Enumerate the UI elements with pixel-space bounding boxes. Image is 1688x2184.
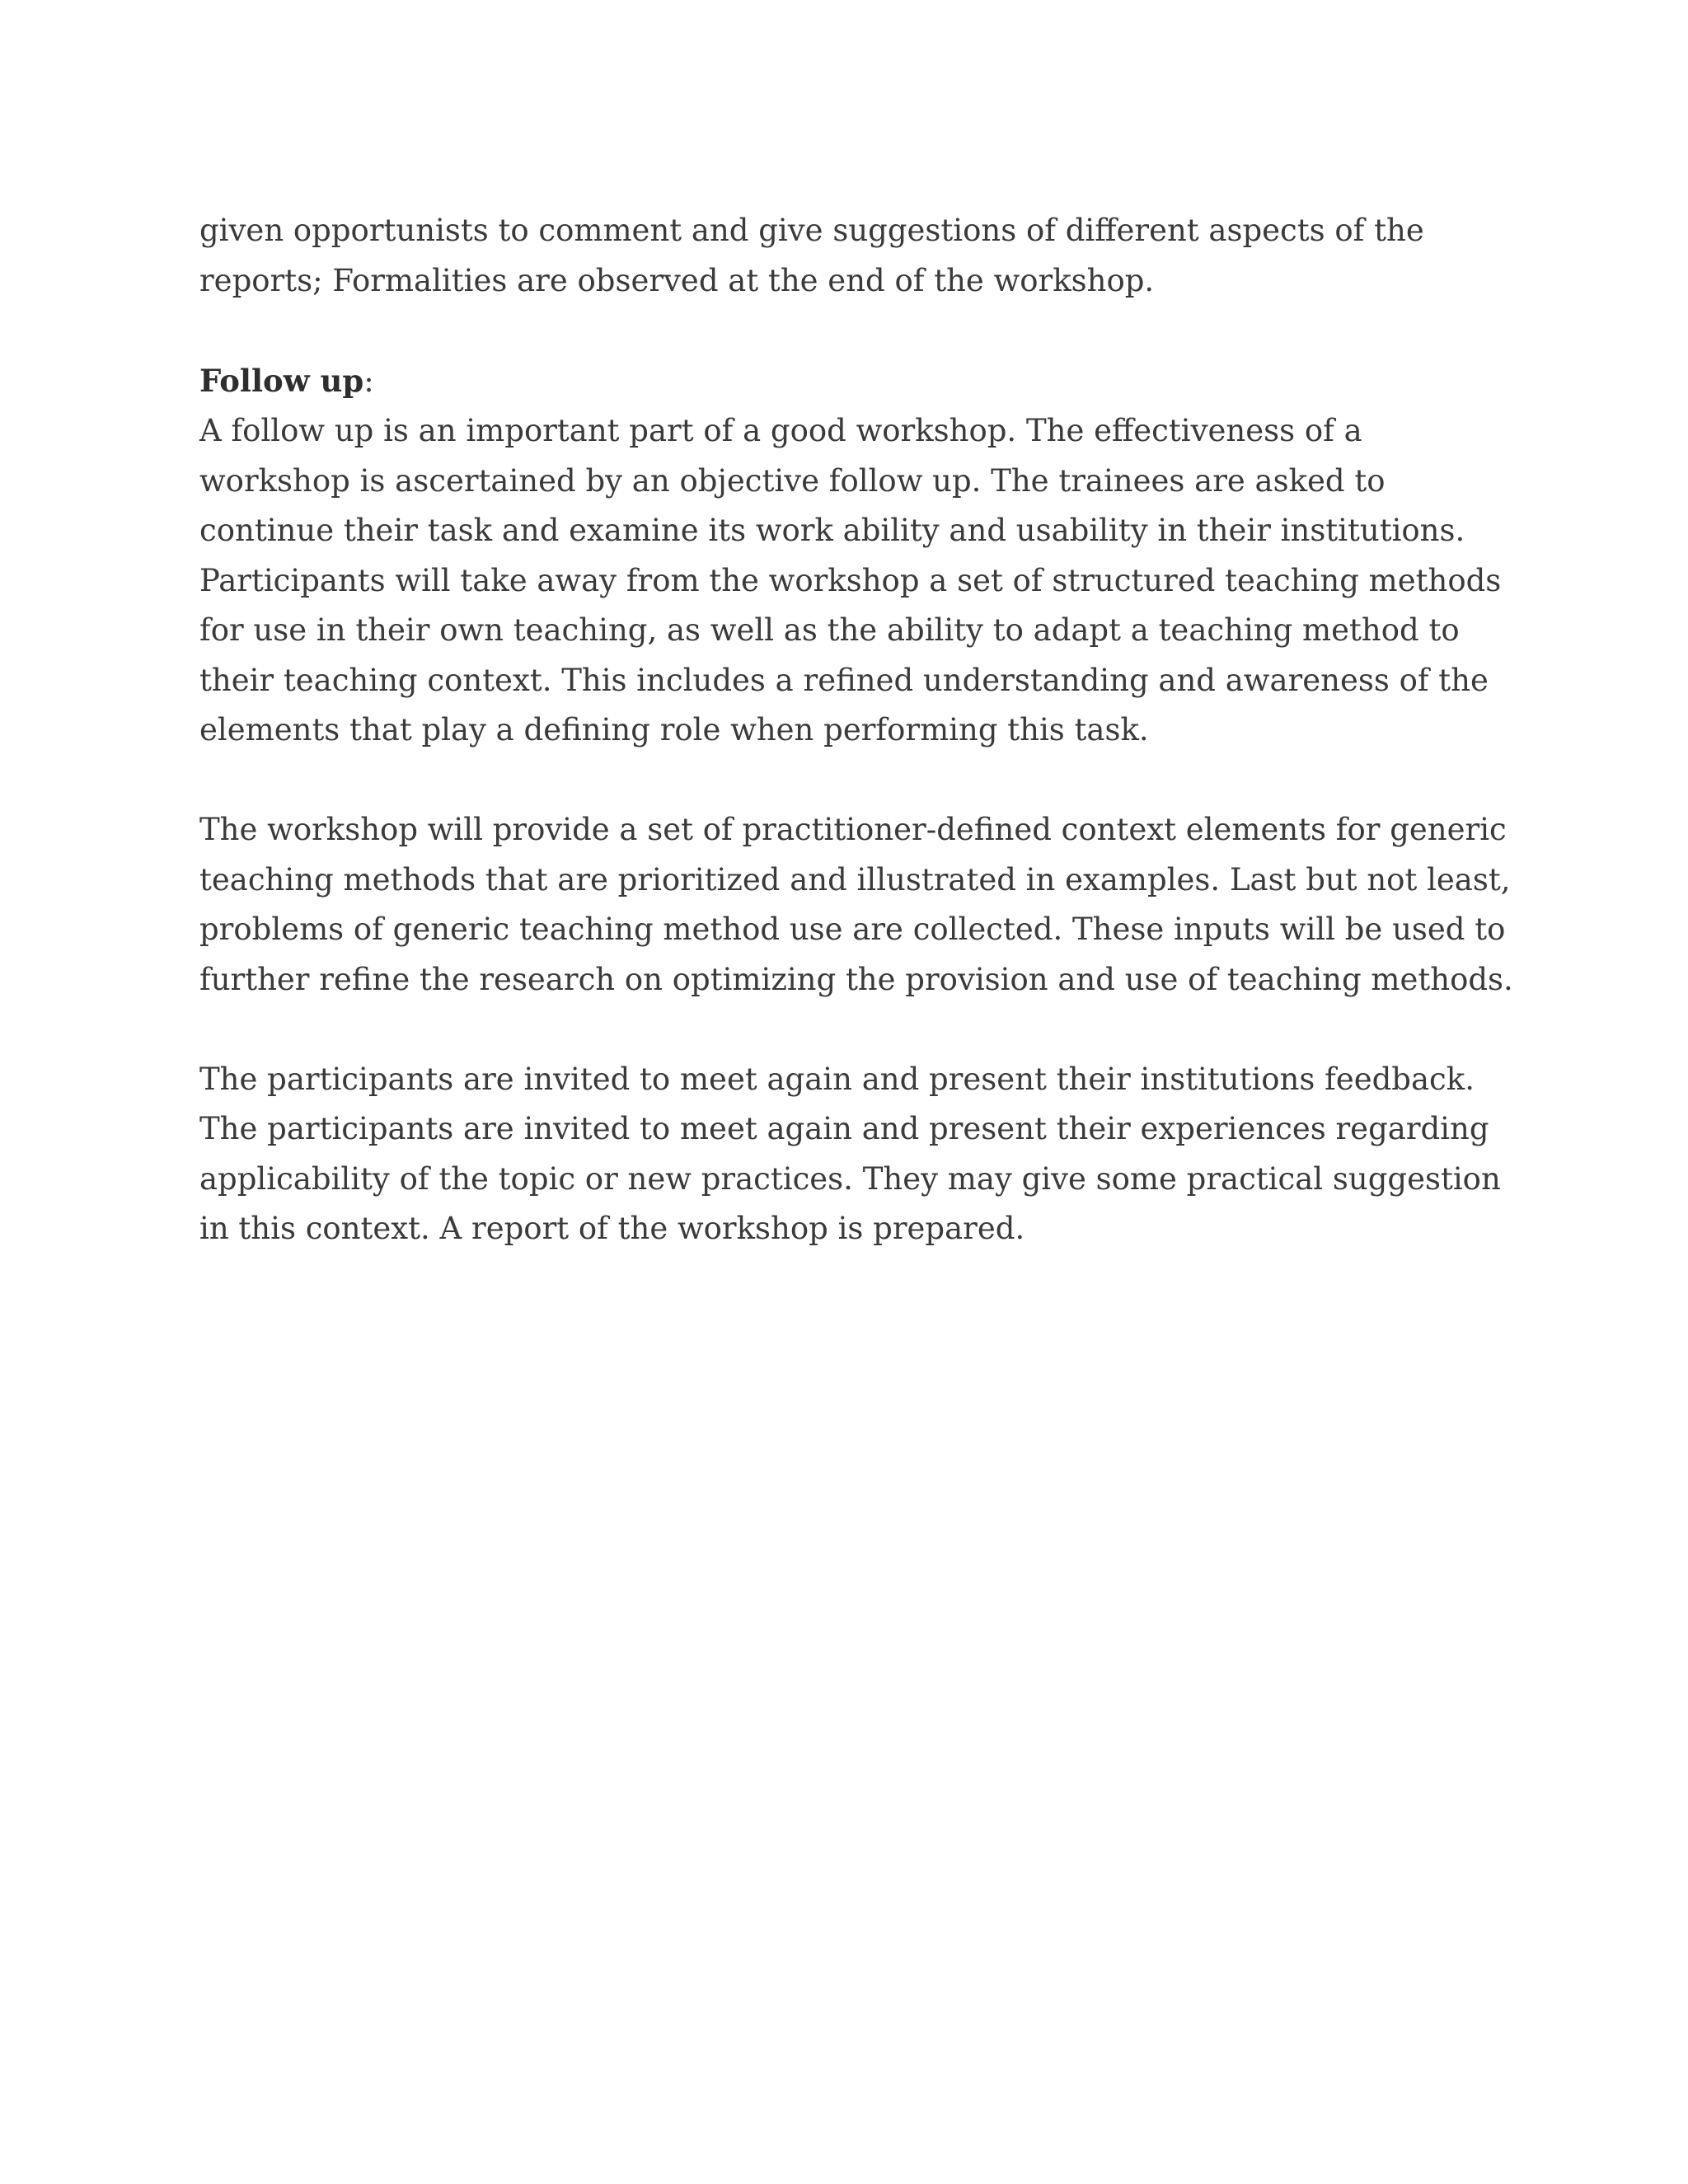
document-body (199, 206, 1518, 1254)
paragraph-spacer (199, 756, 1518, 806)
paragraph-spacer (199, 1005, 1518, 1055)
follow-up-heading-colon: : (363, 363, 374, 399)
paragraph-spacer (199, 306, 1518, 356)
follow-up-heading-label: Follow up (199, 362, 364, 399)
follow-up-paragraph: A follow up is an important part of a good workshop. The effectiveness of a workshop is ascertained by an objective follow up. The trainees are asked to continue their task and examine its work ability and usability in their institutions. Participants will take away from the workshop a set of structured teaching methods for use in their own teaching, as well as the ability to adapt a teaching method to their teaching context. This includes a refined understanding and awareness of the elements that play a defining role when performing this task. (199, 413, 1502, 748)
intro-paragraph: given opportunists to comment and give suggestions of different aspects of the reports; Formalities are observed at the end of the workshop. (199, 213, 1424, 298)
workshop-provision-paragraph: The workshop will provide a set of practitioner-defined context elements for generic teaching methods that are prioritized and illustrated in examples. Last but not least, problems of generic teaching method use are collected. These inputs will be used to further refine the research on optimizing the provision and use of teaching methods. (199, 812, 1513, 997)
participants-feedback-paragraph: The participants are invited to meet again and present their institutions feedback. The participants are invited to meet again and present their experiences regarding applicability of the topic or new practices. They may give some practical suggestion in this context. A report of the workshop is prepared. (199, 1061, 1501, 1246)
follow-up-heading (199, 356, 1518, 407)
